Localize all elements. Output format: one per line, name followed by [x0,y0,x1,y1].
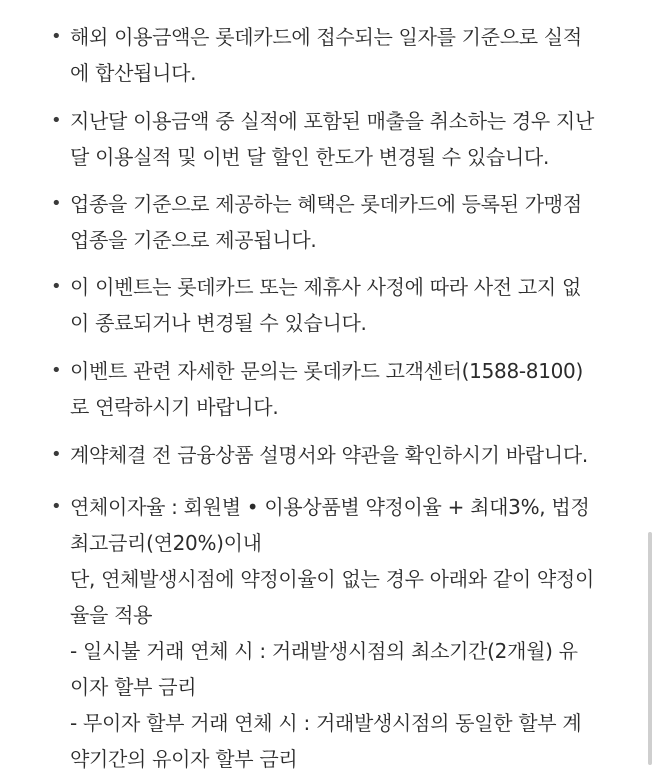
notice-text-line: - 일시불 거래 연체 시 : 거래발생시점의 최소기간(2개월) 유 [70,639,578,663]
notice-item-merchant-category [0,186,658,258]
notice-text-line: 이벤트 관련 자세한 문의는 롯데카드 고객센터(1588-8100) [70,359,583,383]
notice-text-line: 계약체결 전 금융상품 설명서와 약관을 확인하시기 바랍니다. [70,443,588,467]
notice-item-late-interest [0,489,658,769]
notice-item-overseas-usage [0,19,658,91]
vertical-scrollbar[interactable] [648,532,652,765]
notice-item-event-termination [0,269,658,341]
notice-text-line: 단, 연체발생시점에 약정이율이 없는 경우 아래와 같이 약정이 [70,567,594,591]
notice-text-line: 지난달 이용금액 중 실적에 포함된 매출을 취소하는 경우 지난 [70,109,594,133]
notice-text-line: 이 이벤트는 롯데카드 또는 제휴사 사정에 따라 사전 고지 없 [70,275,581,299]
bullet-icon: • [51,276,62,297]
notice-text-line: 달 이용실적 및 이번 달 할인 한도가 변경될 수 있습니다. [70,145,550,169]
bullet-icon: • [51,110,62,131]
notice-text-line: 해외 이용금액은 롯데카드에 접수되는 일자를 기준으로 실적 [70,25,582,49]
notice-text-line: 약기간의 유이자 할부 금리 [70,747,298,769]
notice-item-cancellation [0,103,658,175]
bullet-icon: • [51,193,62,214]
notice-text-line: 로 연락하시기 바랍니다. [70,395,279,419]
notice-text-line: 연체이자율 : 회원별 • 이용상품별 약정이율 + 최대3%, 법정 [70,495,590,519]
notice-text-line: - 무이자 할부 거래 연체 시 : 거래발생시점의 동일한 할부 계 [70,711,582,735]
bullet-icon: • [51,26,62,47]
bullet-icon: • [51,496,62,517]
notice-text-line: 업종을 기준으로 제공하는 혜택은 롯데카드에 등록된 가맹점 [70,192,582,216]
bullet-icon: • [51,444,62,465]
notice-text-line: 이자 할부 금리 [70,675,197,699]
notice-text-line: 최고금리(연20%)이내 [70,531,262,555]
notice-text-line: 율을 적용 [70,603,153,627]
notice-text-line: 에 합산됩니다. [70,61,197,85]
notice-text-line: 이 종료되거나 변경될 수 있습니다. [70,311,367,335]
bullet-icon: • [51,360,62,381]
notice-text-line: 업종을 기준으로 제공됩니다. [70,228,317,252]
notice-item-customer-center [0,353,658,425]
notice-item-terms-check [0,437,658,473]
